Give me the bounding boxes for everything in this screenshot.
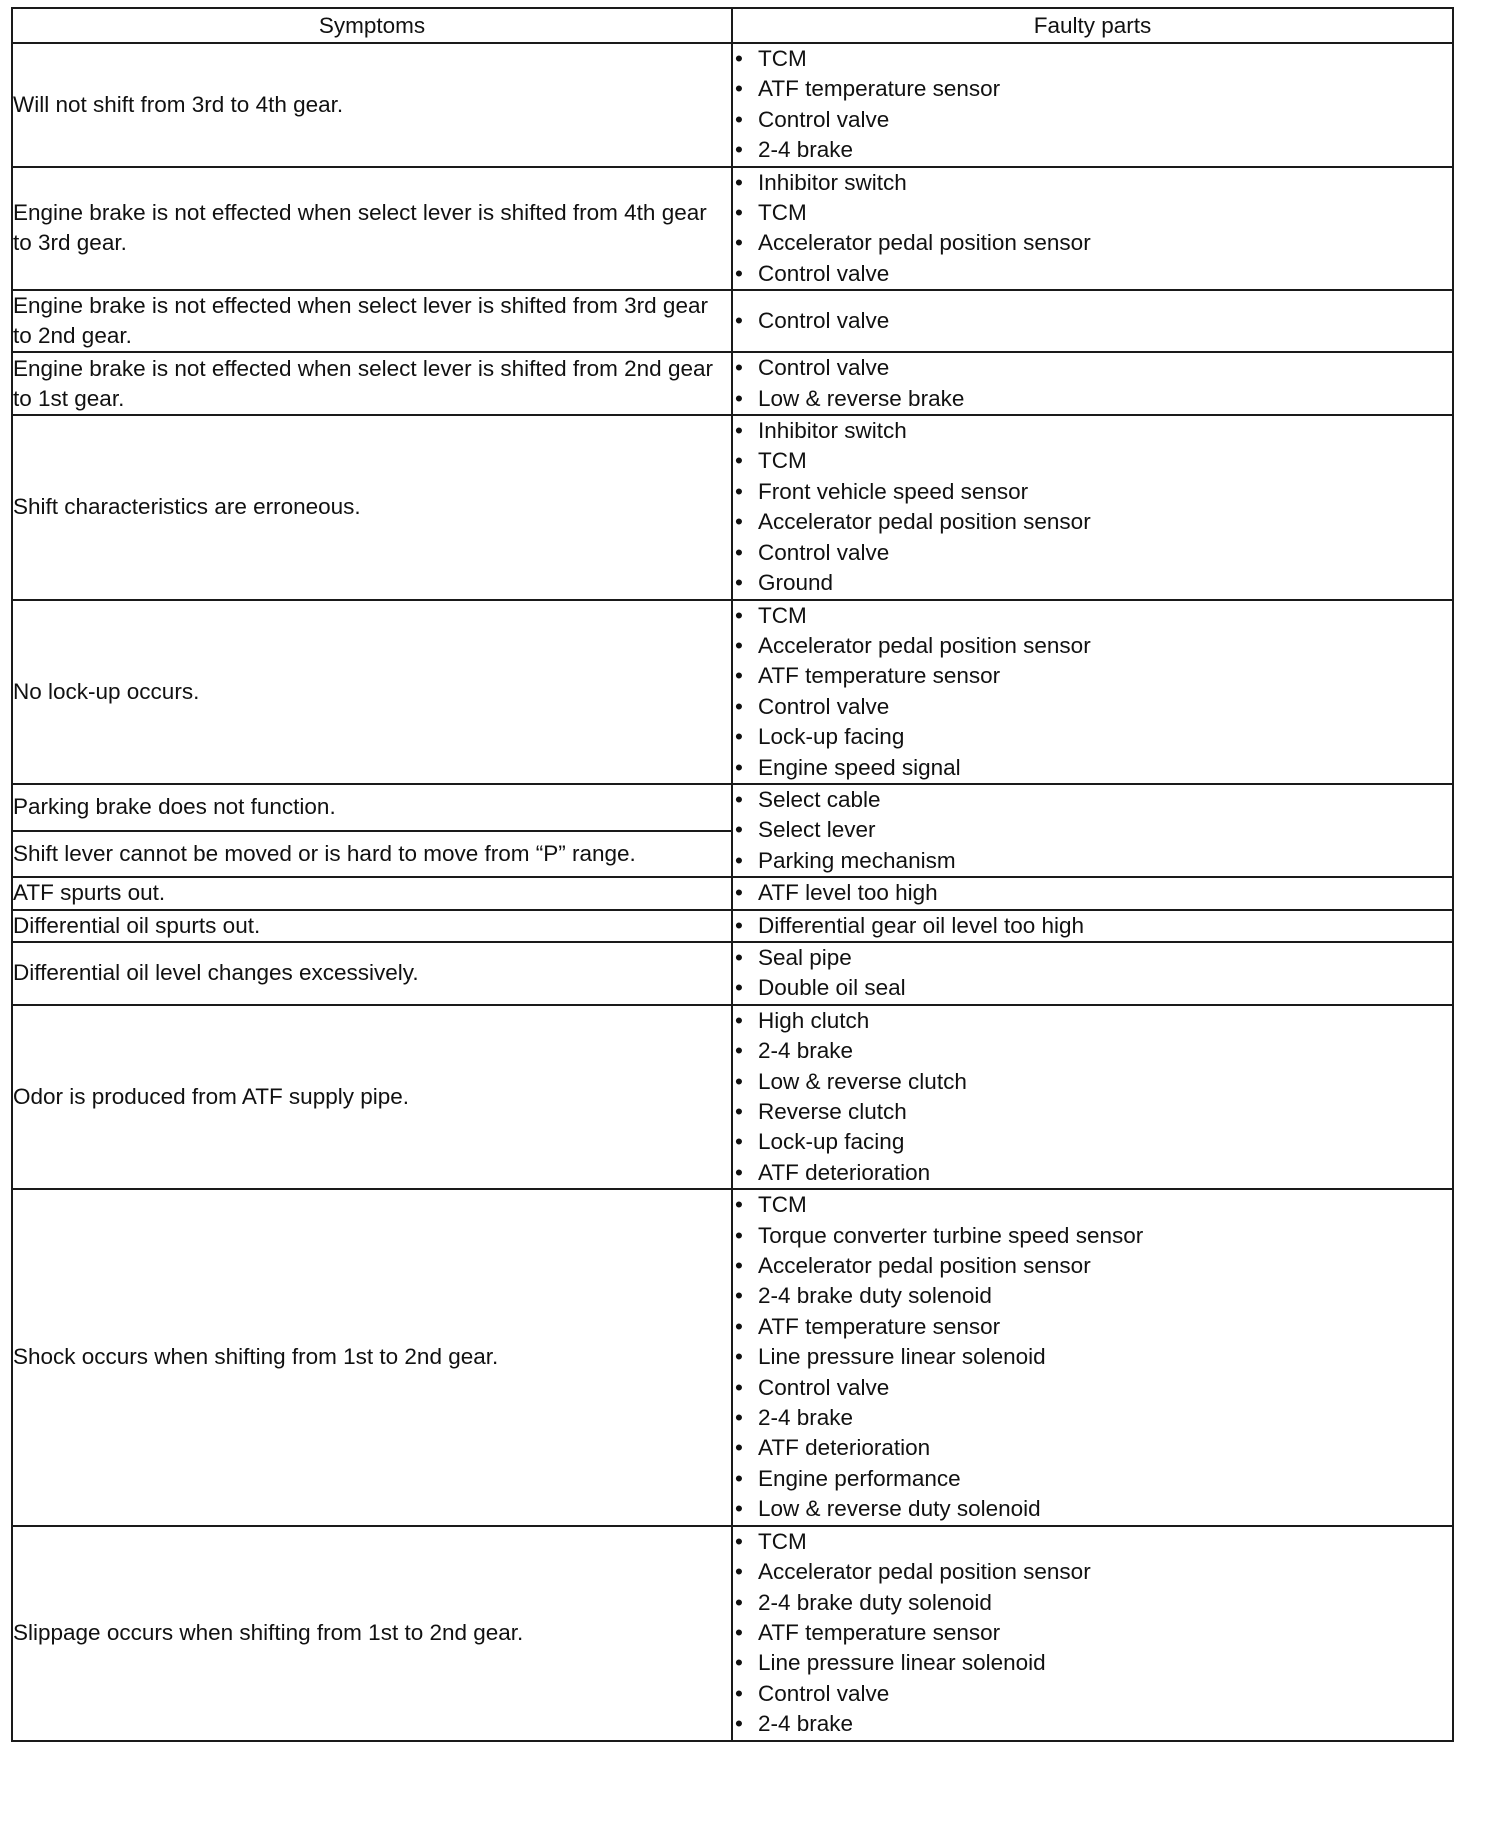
faulty-part-item: • TCM — [733, 446, 1452, 476]
faulty-parts-cell — [732, 1189, 1453, 1525]
faulty-parts-list — [733, 353, 1452, 414]
faulty-parts-list — [733, 44, 1452, 166]
table-row — [12, 784, 1453, 831]
faulty-part-item: • Front vehicle speed sensor — [733, 477, 1452, 507]
faulty-parts-list — [733, 168, 1452, 290]
symptom-cell: Shift lever cannot be moved or is hard to move from “P” range. — [12, 831, 732, 878]
faulty-part-item: • Select cable — [733, 785, 1452, 815]
faulty-part-item: • 2-4 brake — [733, 1709, 1452, 1739]
symptom-cell: Engine brake is not effected when select lever is shifted from 2nd gear to 1st gear. — [12, 352, 732, 415]
faulty-parts-cell — [732, 290, 1453, 352]
faulty-parts-list — [733, 1190, 1452, 1524]
faulty-part-item: • Accelerator pedal position sensor — [733, 228, 1452, 258]
symptom-cell: Odor is produced from ATF supply pipe. — [12, 1005, 732, 1189]
faulty-parts-list — [733, 878, 1452, 908]
faulty-part-item: • Lock-up facing — [733, 722, 1452, 752]
table-row — [12, 1526, 1453, 1741]
faulty-part-item: • Parking mechanism — [733, 846, 1452, 876]
faulty-part-item: • Double oil seal — [733, 973, 1452, 1003]
faulty-part-item: • ATF temperature sensor — [733, 661, 1452, 691]
faulty-part-item: • ATF deterioration — [733, 1158, 1452, 1188]
faulty-part-item: • 2-4 brake duty solenoid — [733, 1588, 1452, 1618]
faulty-part-item: • ATF deterioration — [733, 1433, 1452, 1463]
table-row — [12, 1189, 1453, 1525]
symptom-cell: Engine brake is not effected when select lever is shifted from 4th gear to 3rd gear. — [12, 167, 732, 291]
faulty-part-item: • Control valve — [733, 692, 1452, 722]
faulty-parts-list — [733, 785, 1452, 876]
header-faulty-parts: Faulty parts — [732, 8, 1453, 43]
faulty-parts-cell — [732, 942, 1453, 1005]
faulty-parts-cell — [732, 877, 1453, 909]
faulty-parts-cell — [732, 600, 1453, 784]
faulty-part-item: • 2-4 brake — [733, 135, 1452, 165]
symptom-cell: Engine brake is not effected when select lever is shifted from 3rd gear to 2nd gear. — [12, 290, 732, 352]
faulty-parts-cell — [732, 43, 1453, 167]
faulty-parts-list — [733, 911, 1452, 941]
faulty-part-item: • 2-4 brake duty solenoid — [733, 1281, 1452, 1311]
faulty-part-item: • Low & reverse clutch — [733, 1067, 1452, 1097]
faulty-part-item: • TCM — [733, 44, 1452, 74]
symptom-cell: Slippage occurs when shifting from 1st to 2nd gear. — [12, 1526, 732, 1741]
faulty-parts-list — [733, 943, 1452, 1004]
faulty-part-item: • ATF temperature sensor — [733, 1312, 1452, 1342]
faulty-part-item: • Accelerator pedal position sensor — [733, 507, 1452, 537]
faulty-part-item: • Control valve — [733, 259, 1452, 289]
header-row — [12, 8, 1453, 43]
faulty-part-item: • Control valve — [733, 1679, 1452, 1709]
faulty-part-item: • Engine performance — [733, 1464, 1452, 1494]
faulty-parts-cell — [732, 167, 1453, 291]
symptom-cell: Differential oil spurts out. — [12, 910, 732, 942]
table-row — [12, 352, 1453, 415]
faulty-part-item: • TCM — [733, 198, 1452, 228]
faulty-part-item: • Low & reverse brake — [733, 384, 1452, 414]
faulty-part-item: • Accelerator pedal position sensor — [733, 1557, 1452, 1587]
faulty-parts-list — [733, 1006, 1452, 1188]
faulty-parts-cell — [732, 415, 1453, 599]
faulty-part-item: • Engine speed signal — [733, 753, 1452, 783]
faulty-parts-cell — [732, 1005, 1453, 1189]
faulty-parts-list — [733, 416, 1452, 598]
table-row — [12, 43, 1453, 167]
faulty-part-item: • 2-4 brake — [733, 1403, 1452, 1433]
troubleshooting-table — [11, 7, 1454, 1742]
faulty-parts-cell — [732, 784, 1453, 877]
table-row — [12, 600, 1453, 784]
faulty-part-item: • Control valve — [733, 1373, 1452, 1403]
faulty-part-item: • Inhibitor switch — [733, 416, 1452, 446]
table-row — [12, 290, 1453, 352]
faulty-parts-list — [733, 601, 1452, 783]
faulty-part-item: • TCM — [733, 1190, 1452, 1220]
faulty-part-item: • Reverse clutch — [733, 1097, 1452, 1127]
faulty-part-item: • ATF level too high — [733, 878, 1452, 908]
faulty-part-item: • Select lever — [733, 815, 1452, 845]
faulty-parts-cell — [732, 1526, 1453, 1741]
faulty-part-item: • Accelerator pedal position sensor — [733, 1251, 1452, 1281]
symptom-cell: Shift characteristics are erroneous. — [12, 415, 732, 599]
faulty-part-item: • ATF temperature sensor — [733, 1618, 1452, 1648]
faulty-part-item: • Control valve — [733, 105, 1452, 135]
symptom-cell: Shock occurs when shifting from 1st to 2nd gear. — [12, 1189, 732, 1525]
table-row — [12, 1005, 1453, 1189]
table-row — [12, 942, 1453, 1005]
faulty-part-item: • Control valve — [733, 306, 1452, 336]
faulty-part-item: • Seal pipe — [733, 943, 1452, 973]
faulty-part-item: • High clutch — [733, 1006, 1452, 1036]
faulty-part-item: • Line pressure linear solenoid — [733, 1342, 1452, 1372]
faulty-part-item: • Line pressure linear solenoid — [733, 1648, 1452, 1678]
faulty-part-item: • 2-4 brake — [733, 1036, 1452, 1066]
table-body — [12, 43, 1453, 1741]
faulty-parts-cell — [732, 352, 1453, 415]
header-symptoms: Symptoms — [12, 8, 732, 43]
symptom-cell: Differential oil level changes excessively. — [12, 942, 732, 1005]
faulty-part-item: • Low & reverse duty solenoid — [733, 1494, 1452, 1524]
faulty-parts-list — [733, 1527, 1452, 1740]
table-row — [12, 167, 1453, 291]
symptom-cell: ATF spurts out. — [12, 877, 732, 909]
symptom-cell: Will not shift from 3rd to 4th gear. — [12, 43, 732, 167]
symptom-cell: No lock-up occurs. — [12, 600, 732, 784]
faulty-parts-cell — [732, 910, 1453, 942]
table-row — [12, 415, 1453, 599]
faulty-parts-list — [733, 306, 1452, 336]
faulty-part-item: • TCM — [733, 601, 1452, 631]
faulty-part-item: • Torque converter turbine speed sensor — [733, 1221, 1452, 1251]
faulty-part-item: • Accelerator pedal position sensor — [733, 631, 1452, 661]
faulty-part-item: • Differential gear oil level too high — [733, 911, 1452, 941]
symptom-cell: Parking brake does not function. — [12, 784, 732, 831]
faulty-part-item: • TCM — [733, 1527, 1452, 1557]
faulty-part-item: • Control valve — [733, 353, 1452, 383]
faulty-part-item: • Lock-up facing — [733, 1127, 1452, 1157]
faulty-part-item: • Ground — [733, 568, 1452, 598]
faulty-part-item: • Control valve — [733, 538, 1452, 568]
table-row — [12, 910, 1453, 942]
table-row — [12, 877, 1453, 909]
faulty-part-item: • Inhibitor switch — [733, 168, 1452, 198]
faulty-part-item: • ATF temperature sensor — [733, 74, 1452, 104]
